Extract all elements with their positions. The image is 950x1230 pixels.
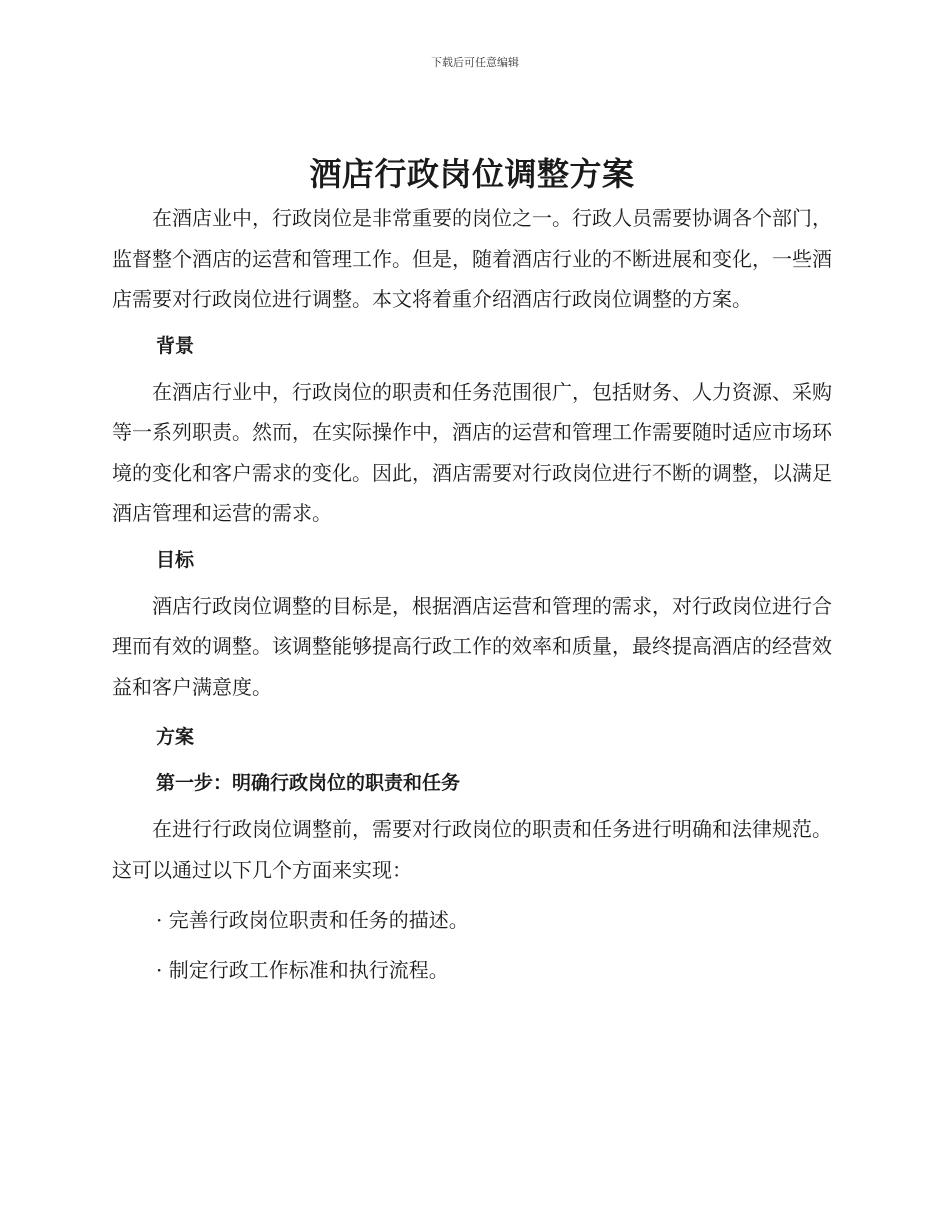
goal-paragraph: 酒店行政岗位调整的目标是，根据酒店运营和管理的需求，对行政岗位进行合理而有效的调整。该调整能够提高行政工作的效率和质量，最终提高酒店的经营效益和客户满意度。 [112,593,832,699]
step1-paragraph: 在进行行政岗位调整前，需要对行政岗位的职责和任务进行明确和法律规范。这可以通过以下几个方面来实现： [112,817,832,882]
header-note: 下载后可任意编辑 [431,56,519,69]
background-heading: 背景 [156,334,195,357]
document-body [112,150,832,990]
plan-heading: 方案 [156,726,195,748]
step1-heading: 第一步：明确行政岗位的职责和任务 [156,772,461,794]
document-title: 酒店行政岗位调整方案 [309,155,635,193]
goal-heading: 目标 [156,548,195,571]
bullet-item: · 制定行政工作标准和执行流程。 [156,958,449,982]
bullet-item: · 完善行政岗位职责和任务的描述。 [156,908,469,932]
intro-paragraph: 在酒店业中，行政岗位是非常重要的岗位之一。行政人员需要协调各个部门，监督整个酒店的运营和管理工作。但是，随着酒店行业的不断进展和变化，一些酒店需要对行政岗位进行调整。本文将着重介绍酒店行政岗位调整的方案。 [112,206,832,311]
background-paragraph: 在酒店行业中，行政岗位的职责和任务范围很广，包括财务、人力资源、采购等一系列职责。然而，在实际操作中，酒店的运营和管理工作需要随时适应市场环境的变化和客户需求的变化。因此，酒店需要对行政岗位进行不断的调整，以满足酒店管理和运营的需求。 [112,379,832,525]
